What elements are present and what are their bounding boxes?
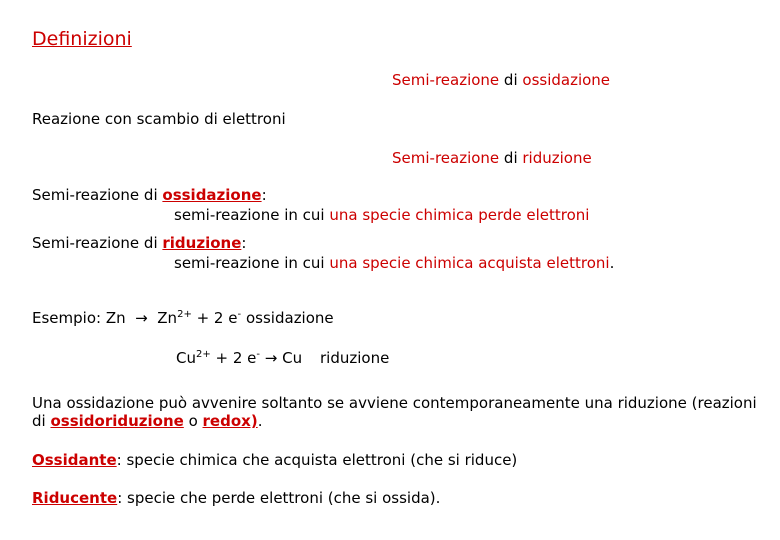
redox-note-line2: di ossidoriduzione o redox). xyxy=(32,412,263,430)
definition-reduction-heading: Semi-reazione di riduzione: xyxy=(32,234,247,252)
arrow-icon: → xyxy=(264,349,278,367)
definition-reduction-body: semi-reazione in cui una specie chimica acquista elettroni. xyxy=(174,254,615,272)
scheme-reduction-half: Semi-reazione di riduzione xyxy=(392,149,592,167)
term-oxidation: ossidazione xyxy=(162,186,262,204)
example-oxidation-equation: Esempio: $Zn \to Zn^{2+} + 2$ e- xyxy=(32,309,242,327)
definition-oxidation-body: semi-reazione in cui una specie chimica perde elettroni xyxy=(174,206,590,224)
term-riducente: Riducente xyxy=(32,489,118,507)
scheme-main-reaction: Reazione con scambio di elettroni xyxy=(32,110,286,128)
scheme-oxidation-half: Semi-reazione di ossidazione xyxy=(392,71,611,89)
example-reduction-label: riduzione xyxy=(320,349,390,367)
example-oxidation-label: ossidazione xyxy=(246,309,334,327)
definition-ossidante: Ossidante: specie chimica che acquista elettroni (che si riduce) xyxy=(32,451,518,469)
term-ossidante: Ossidante xyxy=(32,451,117,469)
arrow-icon: → xyxy=(135,309,148,327)
term-redox: redox) xyxy=(202,412,258,430)
term-reduction: riduzione xyxy=(162,234,242,252)
definition-riducente: Riducente: specie che perde elettroni (che si ossida). xyxy=(32,489,441,507)
definition-oxidation-heading: Semi-reazione di ossidazione: xyxy=(32,186,267,204)
page-title: Definizioni xyxy=(32,28,132,50)
redox-note-line1: Una ossidazione può avvenire soltanto se avviene contemporaneamente una riduzione (reazioni xyxy=(32,394,757,412)
term-ossidoriduzione: ossidoriduzione xyxy=(50,412,184,430)
example-reduction-equation: $Cu^{2+} + 2$ e- → Cu xyxy=(176,349,303,367)
